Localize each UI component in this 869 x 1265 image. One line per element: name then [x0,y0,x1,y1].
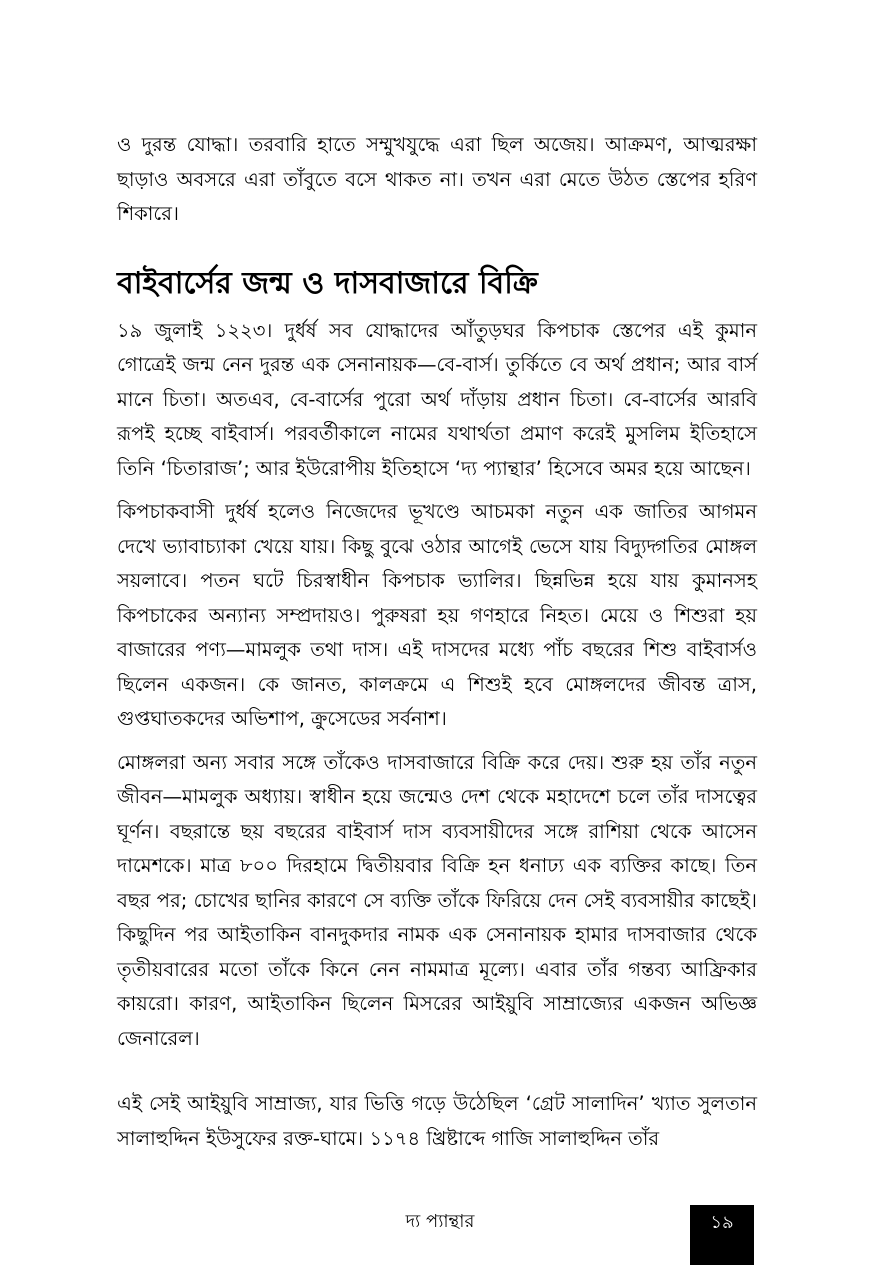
body-paragraph: ১৯ জুলাই ১২২৩। দুর্ধর্ষ সব যোদ্ধাদের আঁতুড়ঘর কিপচাক স্তেপের এই কুমান গোত্রেই জন্ম নেন দুরন্ত এক সেনানায়ক—বে-বার্স। তুর্কিতে বে অর্থ প্রধান; আর বার্স মানে চিতা। অতএব, বে-বার্সের পুরো অর্থ দাঁড়ায় প্রধান চিতা। বে-বার্সের আরবি রূপই হচ্ছে বাইবার্স। পরবর্তীকালে নামের যথার্থতা প্রমাণ করেই মুসলিম ইতিহাসে তিনি ‘চিতারাজ’; আর ইউরোপীয় ইতিহাসে ‘দ্য প্যান্থার’ হিসেবে অমর হয়ে আছেন। [117,318,757,480]
running-footer-title: দ্য প্যান্থার [405,1211,475,1232]
body-paragraph: কিপচাকবাসী দুর্ধর্ষ হলেও নিজেদের ভূখণ্ডে আচমকা নতুন এক জাতির আগমন দেখে ভ্যাবাচ্যাকা খেয়ে যায়। কিছু বুঝে ওঠার আগেই ভেসে যায় বিদ্যুদ্গতির মোঙ্গল সয়লাবে। পতন ঘটে চিরস্বাধীন কিপচাক ভ্যালির। ছিন্নভিন্ন হয়ে যায় কুমানসহ কিপচাকের অন্যান্য সম্প্রদায়ও। পুরুষরা হয় গণহারে নিহত। মেয়ে ও শিশুরা হয় বাজারের পণ্য—মামলুক তথা দাস। এই দাসদের মধ্যে পাঁচ বছরের শিশু বাইবার্সও ছিলেন একজন। কে জানত, কালক্রমে এ শিশুই হবে মোঙ্গলদের জীবন্ত ত্রাস, গুপ্তঘাতকদের অভিশাপ, ক্রুসেডের সর্বনাশ। [117,500,757,730]
body-paragraph: এই সেই আইয়ুবি সাম্রাজ্য, যার ভিত্তি গড়ে উঠেছিল ‘গ্রেট সালাদিন’ খ্যাত সুলতান সালাহুদ্দিন ইউসুফের রক্ত-ঘামে। ১১৭৪ খ্রিষ্টাব্দে গাজি সালাহুদ্দিন তাঁর [117,1092,757,1150]
paragraph-gap [117,1065,757,1087]
body-paragraph: ও দুরন্ত যোদ্ধা। তরবারি হাতে সম্মুখযুদ্ধে এরা ছিল অজেয়। আক্রমণ, আত্মরক্ষা ছাড়াও অবসরে এরা তাঁবুতে বসে থাকত না। তখন এরা মেতে উঠত স্তেপের হরিণ শিকারে। [117,133,757,225]
page-body [117,128,757,1165]
section-heading: বাইবার্সের জন্ম ও দাসবাজারে বিক্রি [117,265,538,301]
body-paragraph: মোঙ্গলরা অন্য সবার সঙ্গে তাঁকেও দাসবাজারে বিক্রি করে দেয়। শুরু হয় তাঁর নতুন জীবন—মামলুক অধ্যায়। স্বাধীন হয়ে জন্মেও দেশ থেকে মহাদেশে চলে তাঁর দাসত্বের ঘূর্ণন। বছরান্তে ছয় বছরের বাইবার্স দাস ব্যবসায়ীদের সঙ্গে রাশিয়া থেকে আসেন দামেশকে। মাত্র ৮০০ দিরহামে দ্বিতীয়বার বিক্রি হন ধনাঢ্য এক ব্যক্তির কাছে। তিন বছর পর; চোখের ছানির কারণে সে ব্যক্তি তাঁকে ফিরিয়ে দেন সেই ব্যবসায়ীর কাছেই। কিছুদিন পর আইতাকিন বানদুকদার নামক এক সেনানায়ক হামার দাসবাজার থেকে তৃতীয়বারের মতো তাঁকে কিনে নেন নামমাত্র মূল্যে। এবার তাঁর গন্তব্য আফ্রিকার কায়রো। কারণ, আইতাকিন ছিলেন মিসরের আইয়ুবি সাম্রাজ্যের একজন অভিজ্ঞ জেনারেল। [117,750,757,1050]
page-number-badge: ১৯ [690,1205,754,1265]
